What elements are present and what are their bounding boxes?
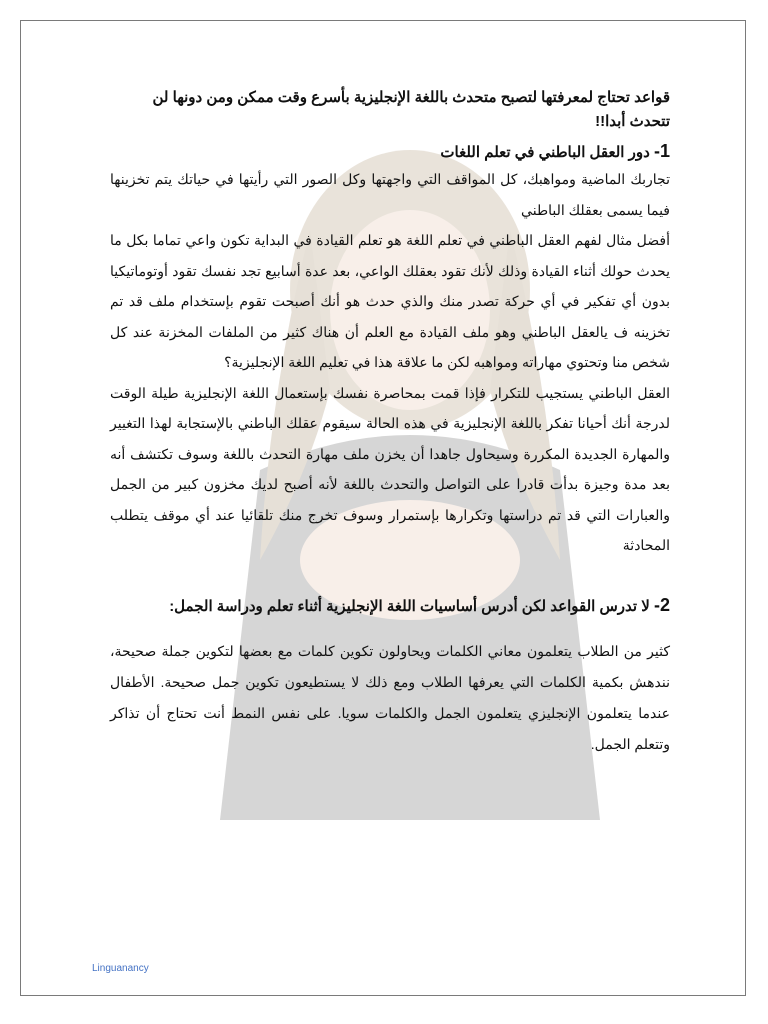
section-1-paragraph-2: أفضل مثال لفهم العقل الباطني في تعلم اللغة هو تعلم القيادة في البداية تكون واعي تماما بكل ما يحدث حولك أثناء القيادة وذلك لأنك تقود بعقلك الواعي، بعد عدة أسابيع تجد نفسك تقود أوتوماتيكيا بدون أي تفكير في أي حركة تصدر منك والذي حدث هو أنك أصبحت تقوم بإستخدام ملف قد تم تخزينه ف يالعقل الباطني وهو ملف القيادة مع العلم أن هناك كثير من الملفات المخزنة عند كل شخص منا وتحتوي مهاراته ومواهبه لكن ما علاقة هذا في تعليم اللغة الإنجليزية؟	[110, 232, 670, 370]
footer-brand: Linguanancy	[92, 963, 149, 974]
section-1-paragraph-1: تجاربك الماضية ومواهبك، كل المواقف التي واجهتها وكل الصور التي رأيتها في حياتك يتم تخزينها فيما يسمى بعقلك الباطني	[110, 171, 670, 218]
document-title: قواعد تحتاج لمعرفتها لتصبح متحدث باللغة الإنجليزية بأسرع وقت ممكن ومن دونها لن تتحدث أبدا!!	[152, 89, 670, 130]
section-2-heading	[110, 591, 670, 621]
document-body	[110, 86, 670, 760]
section-1-heading-text: دور العقل الباطني في تعلم اللغات	[440, 144, 650, 161]
section-2-heading-text: لا تدرس القواعد لكن أدرس أساسيات اللغة الإنجليزية أثناء تعلم ودراسة الجمل:	[169, 597, 650, 615]
section-1-paragraph-3: العقل الباطني يستجيب للتكرار فإذا قمت بمحاصرة نفسك بإستعمال اللغة الإنجليزية طيلة الوقت لدرجة أنك أحيانا تفكر باللغة الإنجليزية في هذه الحالة سيقوم عقلك الباطني بالإستجابة لهذا التغيير والمهارة الجديدة المكررة وسيحاول جاهدا أن يخزن ملف مهارة التحدث باللغة وسوف تكتشف أنه بعد مدة وجيزة بدأت قادرا على التواصل والتحدث باللغة لأنه أصبح لديك مخزون كبير من الجمل والعبارات التي قد تم دراستها وتكرارها بإستمرار وسوف تخرج منك تلقائيا عند أي موقف يتطلب المحادثة	[110, 384, 670, 553]
section-2-number: 2-	[653, 594, 670, 615]
section-1-number: 1-	[653, 141, 670, 161]
section-1-heading	[110, 140, 670, 164]
section-2-paragraph: كثير من الطلاب يتعلمون معاني الكلمات ويحاولون تكوين كلمات مع بعضها لتكوين جملة صحيحة، نندهش بكمية الكلمات التي يعرفها الطلاب ومع ذلك لا يستطيعون تكوين جمل صحيحة. الأطفال عندما يتعلمون الإنجليزي يتعلمون الجمل والكلمات سويا. على نفس النمط أنت تحتاج أن تذاكر وتتعلم الجمل.	[110, 642, 670, 752]
